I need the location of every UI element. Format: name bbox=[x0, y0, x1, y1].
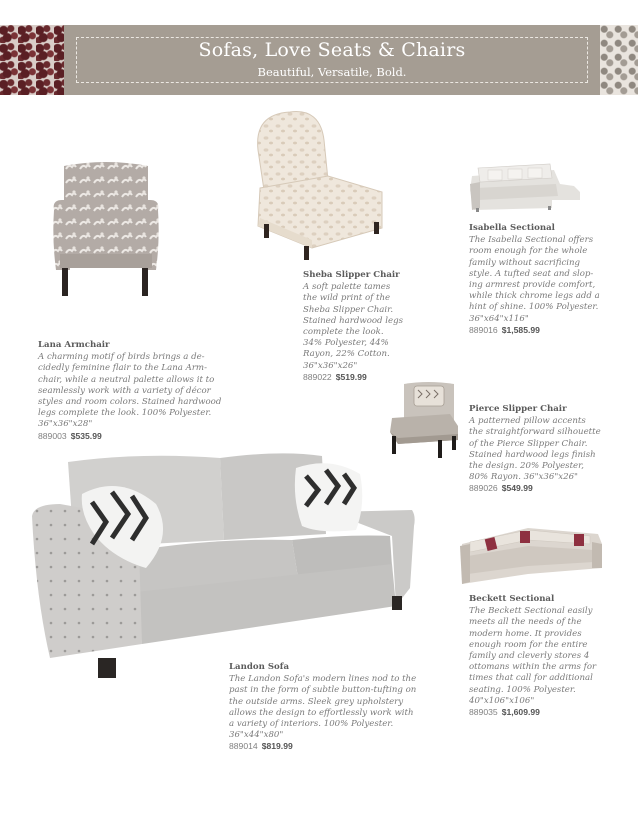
product-description: A patterned pillow accents the straightforward silhouette of the Pierce Slipper Chair. Stained hardwood legs finish the design. 20% Polyester, 80% Rayon. 36"x36"x26" bbox=[469, 416, 601, 483]
fabric-swatch-right bbox=[600, 25, 638, 95]
product-name: Pierce Slipper Chair bbox=[469, 404, 567, 414]
product-description: A soft palette tames the wild print of the Sheba Slipper Chair. Stained hardwood legs complete the look. 34% Polyester, 44% Rayon, 22% Cotton. 36"x36"x26" bbox=[303, 282, 404, 371]
product-beckett-sectional bbox=[469, 594, 596, 719]
landon-sofa-image bbox=[30, 448, 418, 680]
product-sku: 889016 bbox=[469, 324, 498, 335]
product-description: The Isabella Sectional offers room enough for the whole family without sacrificing style. A tufted seat and slop- ing armrest provide comfort, while thick chrome legs add a hint of shine. 100% Polyester. 36"x64"x116" bbox=[469, 235, 600, 324]
product-sku: 889035 bbox=[469, 707, 498, 718]
product-isabella-sectional bbox=[469, 223, 600, 337]
product-name: Lana Armchair bbox=[38, 340, 110, 350]
sheba-slipper-chair-image bbox=[250, 110, 390, 264]
product-name: Beckett Sectional bbox=[469, 594, 555, 604]
beckett-sectional-image bbox=[458, 522, 604, 586]
product-lana-armchair bbox=[38, 340, 221, 443]
product-sku: 889022 bbox=[303, 371, 332, 382]
page-title: Sofas, Love Seats & Chairs bbox=[198, 39, 466, 61]
product-description: The Landon Sofa's modern lines nod to the past in the form of subtle button-tufting on the outside arms. Sleek grey upholstery allows the design to effortlessly work with a variety of interiors. 100% Polyester. 36"x44"x80" bbox=[229, 674, 417, 741]
product-pierce-slipper-chair bbox=[469, 404, 601, 496]
product-price: $819.99 bbox=[261, 741, 293, 752]
product-price: $1,585.99 bbox=[501, 324, 540, 335]
header-banner bbox=[0, 25, 638, 95]
page-subtitle: Beautiful, Versatile, Bold. bbox=[257, 65, 407, 79]
product-description: The Beckett Sectional easily meets all the needs of the modern home. It provides enough room for the entire family and cleverly stores 4 ottomans within the arms for times that call for additional seating. 100% Polyester. 40"x106"x106" bbox=[469, 606, 597, 706]
fabric-swatch-left bbox=[0, 25, 64, 95]
product-description: A charming motif of birds brings a de- cidedly feminine flair to the Lana Arm- chair, while a neutral palette allows it to seamlessly work with a variety of décor styles and room colors. Stained hardwood legs complete the look. 100% Polyester. 36"x36"x28" bbox=[38, 352, 222, 430]
product-price: $549.99 bbox=[501, 483, 533, 494]
product-sheba-slipper-chair bbox=[303, 270, 403, 384]
product-name: Sheba Slipper Chair bbox=[303, 270, 400, 280]
product-sku: 889026 bbox=[469, 483, 498, 494]
product-sku: 889003 bbox=[38, 430, 67, 441]
product-price: $535.99 bbox=[70, 430, 102, 441]
product-price: $1,609.99 bbox=[501, 707, 540, 718]
product-name: Isabella Sectional bbox=[469, 223, 555, 233]
lana-armchair-image bbox=[50, 160, 162, 300]
isabella-sectional-image bbox=[468, 162, 582, 214]
product-sku: 889014 bbox=[229, 741, 258, 752]
product-name: Landon Sofa bbox=[229, 662, 290, 672]
product-price: $519.99 bbox=[335, 371, 367, 382]
product-landon-sofa bbox=[229, 662, 416, 754]
